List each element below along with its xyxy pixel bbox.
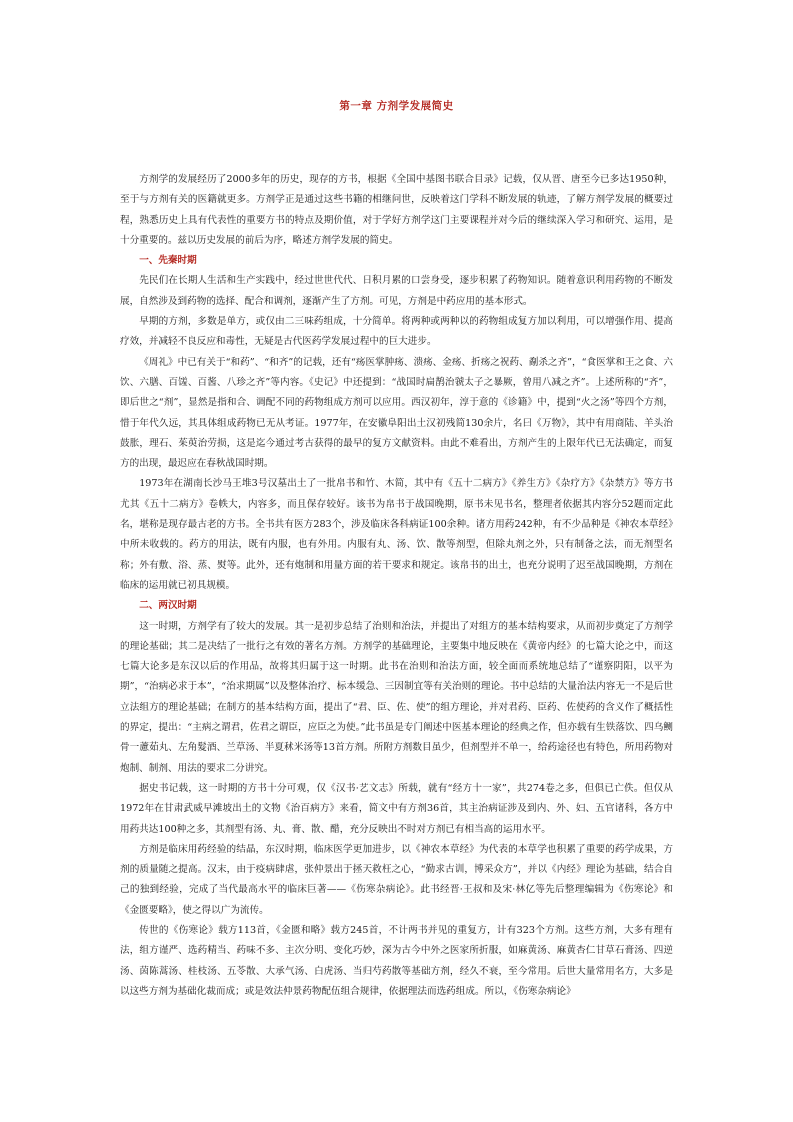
section-heading-pre-qin: 一、先秦时期 [139,255,197,267]
paragraph: 1973年在湖南长沙马王堆3号汉墓出土了一批帛书和竹、木简，其中有《五十二病方》《养生方》《杂疗方》《杂禁方》等方书尤其《五十二病方》卷帙大，内容多，而且保存较好。该书为帛书于战国晚期，原书未见书名，整理者依据其内容分52题而定此名，堪称是现存最古老的方书。全书共有医方283个，涉及临床各科病证100余种。诸方用药242种，有不少品种是《神农本草经》中所未收载的。药方的用法，既有内服，也有外用。内服有丸、汤、饮、散等剂型，但除丸剂之外，只有制备之法，而无剂型名称；外有敷、浴、蒸、熨等。此外，还有炮制和用量方面的若干要求和规定。该帛书的出土，也充分说明了迟至战国晚期，方剂在临床的运用就已初具规模。 [120,478,673,591]
document-body [120,170,673,1002]
paragraph: 这一时期，方剂学有了较大的发展。其一是初步总结了治则和治法，并提出了对组方的基本结构要求，从而初步奠定了方剂学的理论基础；其二是决结了一批行之有效的著名方剂。方剂学的基础理论，主要集中地反映在《黄帝内经》的七篇大论之中，而这七篇大论多是东汉以后的作用品，故将其归属于这一时期。此书在治则和治法方面，较全面而系统地总结了“谨察阴阳，以平为期”，“治病必求于本”，“治求期属”以及整体治疗、标本缓急、三因制宜等有关治则的理论。书中总结的大量治法内容无一不是后世立法组方的理论基础；在制方的基本结构方面，提出了“君、臣、佐、使”的组方理论，并对君药、臣药、佐使药的含义作了概括性的界定，提出：“主病之谓君，佐君之谓臣，应臣之为使。”此书虽是专门阐述中医基本理论的经典之作，但亦载有生铁落饮、四乌鲗骨一藘茹丸、左角髮酒、兰草汤、半夏秫米汤等13首方剂。所附方剂数目虽少，但剂型并不单一，给药途径也有特色，所用药物对炮制、制剂、用法的要求二分讲究。 [120,620,673,774]
paragraph: 《周礼》中已有关于“和药”、“和齐”的记载，还有“疡医掌肿疡、溃疡、金疡、折疡之祝药、劀杀之齐”，“食医掌和王之食、六饮、六膳、百馐、百酱、八珍之齐”等内容。《史记》中还提到：“战国时扁鹊治虢太子之暴厥，曾用八减之齐”。上述所称的“齐”，即后世之“剂”，显然是指和合、调配不同的药物组成方剂可以应用。西汉初年，淳于意的《诊籍》中，提到“火之汤”等四个方剂，惜于年代久远，其具体组成药物已无从考证。1977年，在安徽阜阳出土汉初残简130余片，名曰《万物》，其中有用商陆、羊头治鼓胀，理石、茱萸治劳损，这是迄今通过考古获得的最早的复方文献资料。由此不难看出，方剂产生的上限年代已无法确定，而复方的出现，最迟应在春秋战国时期。 [120,356,673,470]
paragraph: 传世的《伤寒论》载方113首，《金匮和略》载方245首，不计两书并见的重复方，计有323个方剂。这些方剂，大多有理有法，组方谨严、选药精当、药味不多、主次分明、变化巧妙，深为古今中外之医家所折服，如麻黄汤、麻黄杏仁甘草石膏汤、四逆汤、茵陈蒿汤、桂枝汤、五苓散、大承气汤、白虎汤、当归芍药散等基础方剂，经久不衰，至今常用。后世大量常用名方，大多是以这些方剂为基础化裁而成；或是效法仲景药物配伍组合规律，依据理法而选药组成。所以，《伤寒杂病论》 [120,924,673,997]
chapter-title: 第一章 方剂学发展简史 [339,100,454,112]
paragraph: 早期的方剂，多数是单方，或仅由二三味药组成，十分简单。将两种或两种以的药物组成复方加以利用，可以增强作用、提高疗效，并减轻不良反应和毒性，无疑是古代医药学发展过程中的巨大进步。 [120,316,673,348]
paragraph: 据史书记载，这一时期的方书十分可观，仅《汉书·艺文志》所载，就有“经方十一家”，共274卷之多，但俱已亡佚。但仅从1972年在甘肃武威早滩坡出土的文物《治百病方》来看，简文中有方剂36首，其主治病证涉及到内、外、妇、五官诸科，各方中用药共达100种之多，其剂型有汤、丸、膏、散、醋，充分反映出不时对方剂已有相当高的运用水平。 [120,782,673,835]
paragraph: 方剂是临床用药经验的结晶，东汉时期，临床医学更加进步，以《神农本草经》为代表的本草学也积累了重要的药学成果，方剂的质量随之提高。汉末，由于疫病肆虐，张仲景出于拯天救枉之心，“勤求古训，博采众方”，并以《内经》理论为基础，结合自己的独到经验，完成了当代最高水平的临床巨著——《伤寒杂病论》。此书经晋·王叔和及宋·林亿等先后整理编辑为《伤寒论》和《金匮要略》，使之得以广为流传。 [120,843,673,916]
intro-paragraph: 方剂学的发展经历了2000多年的历史，现存的方书，根据《全国中基图书联合目录》记载，仅从晋、唐至今已多达1950种，至于与方剂有关的医籍就更多。方剂学正是通过这些书籍的相继问世，反映着这门学科不断发展的轨迹，了解方剂学发展的概要过程，熟悉历史上具有代表性的重要方书的特点及期价值，对于学好方剂学这门主要课程并对今后的继续深入学习和研究、运用，是十分重要的。兹以历史发展的前后为序，略述方剂学发展的简史。 [120,174,673,246]
paragraph: 先民们在长期人生活和生产实践中，经过世世代代、日积月累的口尝身受，逐步积累了药物知识。随着意识利用药物的不断发展，自然涉及到药物的选择、配合和调剂，逐渐产生了方剂。可见，方剂是中药应用的基本形式。 [120,275,673,307]
section-heading-han: 二、两汉时期 [139,600,197,612]
